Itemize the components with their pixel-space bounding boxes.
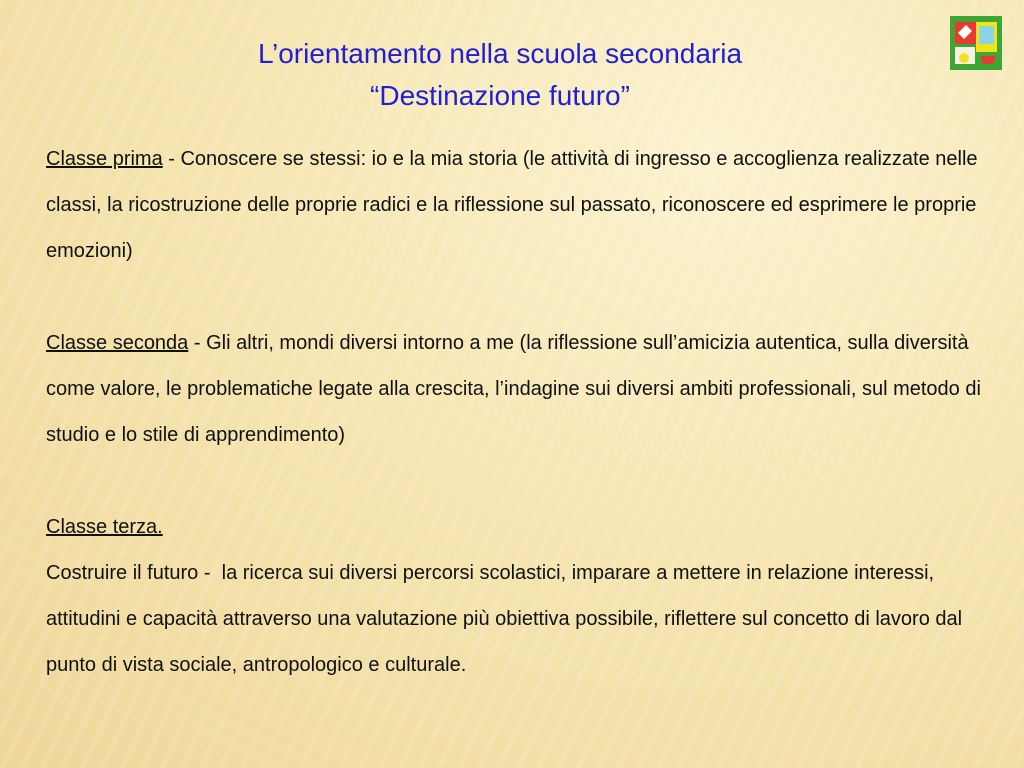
separator: - — [188, 332, 207, 354]
section-text: (la riflessione sull’amicizia autentica, sulla diversità come valore, le problematiche legate alla crescita, l’indagine sui diversi ambiti professionali, sul metodo di studio e lo stile di apprendimento) — [46, 332, 981, 446]
class-label: Classe terza. — [46, 516, 163, 538]
separator: - — [198, 562, 217, 584]
section-heading: Gli altri, mondi diversi intorno a me — [206, 332, 514, 354]
class-label: Classe seconda — [46, 332, 189, 354]
school-logo-icon — [950, 16, 1002, 70]
section-text: la ricerca sui diversi percorsi scolastici, imparare a mettere in relazione interessi, attitudini e capacità attraverso una valutazione più obiettiva possibile, riflettere sul concetto di lavoro dal punto di vista sociale, antropologico e culturale. — [46, 562, 963, 676]
section-heading: Costruire il futuro — [46, 562, 199, 584]
section-text: (le attività di ingresso e accoglienza realizzate nelle classi, la ricostruzione delle proprie radici e la riflessione sul passato, riconoscere ed esprimere le proprie emozioni) — [46, 148, 978, 262]
section-heading: Conoscere se stessi: io e la mia storia — [180, 148, 518, 170]
section-classe-terza — [46, 504, 991, 688]
title-line-2: “Destinazione futuro” — [370, 80, 630, 111]
separator: - — [162, 148, 181, 170]
title-line-1: L’orientamento nella scuola secondaria — [257, 38, 743, 69]
section-classe-prima — [46, 136, 991, 274]
slide-body — [46, 136, 991, 688]
slide-title — [0, 33, 1000, 117]
class-label: Classe prima — [46, 148, 163, 170]
section-classe-seconda — [46, 320, 991, 458]
